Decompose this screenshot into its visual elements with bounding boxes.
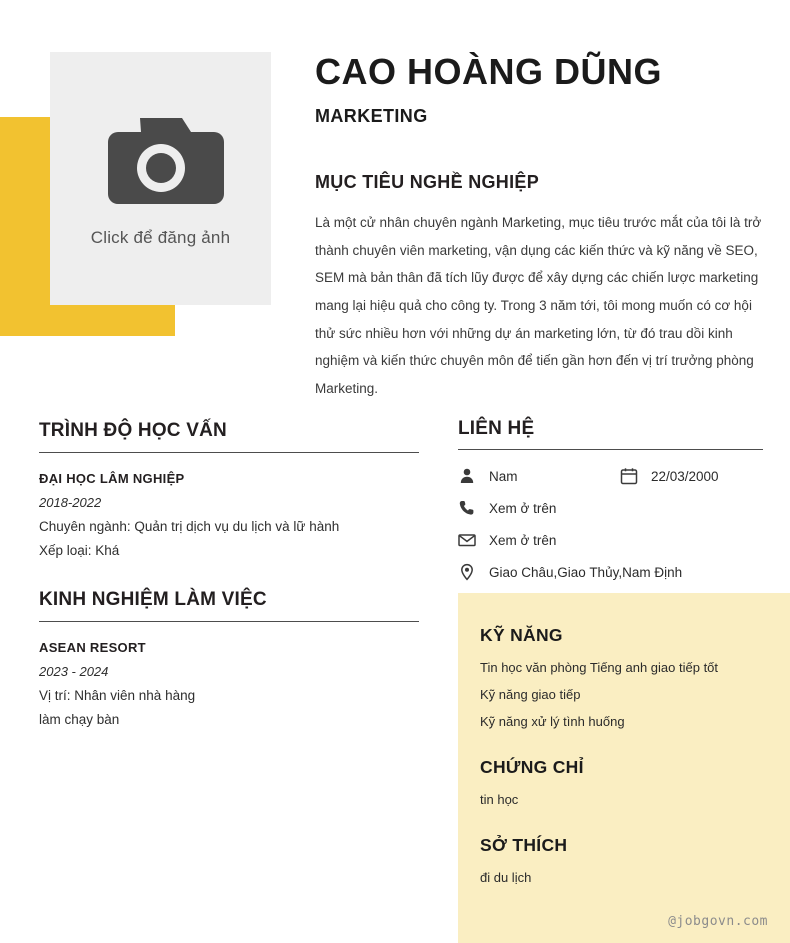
education-heading: TRÌNH ĐỘ HỌC VẤN bbox=[39, 420, 227, 441]
candidate-job-title: MARKETING bbox=[315, 105, 428, 126]
interest-item: đi du lịch bbox=[480, 870, 532, 885]
contact-row bbox=[458, 531, 763, 549]
education-detail: Chuyên ngành: Quản trị dịch vụ du lịch và lữ hành bbox=[39, 519, 340, 534]
contact-list bbox=[458, 467, 763, 581]
contact-phone-value: Xem ở trên bbox=[489, 500, 557, 516]
contact-gender bbox=[458, 467, 620, 485]
career-objective-text: Là một cử nhân chuyên ngành Marketing, mục tiêu trước mắt của tôi là trở thành chuyên viên marketing, vận dụng các kiến thức và kỹ năng về SEO, SEM mà bản thân đã tích lũy được để xây dựng các chiến lược marketing mang lại hiệu quả cho công ty. Trong 3 năm tới, tôi mong muốn có cơ hội thử sức nhiều hơn với những dự án marketing lớn, từ đó trau dồi kinh nghiệm và kiến thức chuyên môn để tiến gần hơn đến vị trí trưởng phòng Marketing. bbox=[315, 215, 762, 397]
contact-gender-value: Nam bbox=[489, 468, 518, 484]
experience-entry bbox=[39, 640, 419, 727]
contact-email bbox=[458, 531, 620, 549]
watermark: @jobgovn.com bbox=[668, 914, 768, 929]
contact-birthday bbox=[620, 467, 719, 485]
panel-spacer bbox=[480, 819, 790, 835]
skill-item: Kỹ năng giao tiếp bbox=[480, 687, 581, 702]
phone-icon bbox=[458, 499, 476, 517]
photo-upload-box[interactable] bbox=[50, 52, 271, 305]
education-detail: Xếp loại: Khá bbox=[39, 543, 120, 558]
certificates-heading: CHỨNG CHỈ bbox=[480, 757, 584, 777]
experience-detail: Vị trí: Nhân viên nhà hàng bbox=[39, 688, 196, 703]
interests-heading: SỞ THÍCH bbox=[480, 835, 568, 855]
camera-icon bbox=[96, 110, 226, 210]
education-org: ĐẠI HỌC LÂM NGHIỆP bbox=[39, 471, 185, 486]
skill-item: Kỹ năng xử lý tình huống bbox=[480, 714, 625, 729]
experience-detail: làm chạy bàn bbox=[39, 712, 120, 727]
candidate-name: CAO HOÀNG DŨNG bbox=[315, 51, 662, 92]
career-objective-section bbox=[315, 172, 763, 403]
contact-row bbox=[458, 563, 763, 581]
skills-heading: KỸ NĂNG bbox=[480, 625, 563, 645]
experience-org: ASEAN RESORT bbox=[39, 640, 146, 655]
education-entry bbox=[39, 471, 419, 558]
certificate-item: tin học bbox=[480, 792, 519, 807]
photo-upload-caption: Click để đăng ảnh bbox=[90, 227, 231, 247]
person-icon bbox=[458, 467, 476, 485]
contact-divider bbox=[458, 449, 763, 450]
contact-address bbox=[458, 563, 682, 581]
contact-phone bbox=[458, 499, 620, 517]
experience-divider bbox=[39, 621, 419, 622]
contact-row bbox=[458, 467, 763, 485]
section-spacer bbox=[39, 567, 419, 589]
location-icon bbox=[458, 563, 476, 581]
contact-address-value: Giao Châu,Giao Thủy,Nam Định bbox=[489, 564, 683, 580]
skills-panel bbox=[458, 593, 790, 943]
career-objective-heading: MỤC TIÊU NGHỀ NGHIỆP bbox=[315, 172, 540, 192]
left-column bbox=[39, 420, 419, 736]
contact-birthday-value: 22/03/2000 bbox=[651, 468, 719, 484]
education-divider bbox=[39, 452, 419, 453]
mail-icon bbox=[458, 531, 476, 549]
resume-header bbox=[315, 52, 760, 127]
contact-heading: LIÊN HỆ bbox=[458, 418, 535, 439]
education-date: 2018-2022 bbox=[39, 495, 102, 510]
experience-heading: KINH NGHIỆM LÀM VIỆC bbox=[39, 589, 267, 610]
experience-section bbox=[39, 589, 419, 727]
contact-section bbox=[458, 418, 763, 595]
contact-email-value: Xem ở trên bbox=[489, 532, 557, 548]
education-section bbox=[39, 420, 419, 558]
panel-spacer bbox=[480, 741, 790, 757]
calendar-icon bbox=[620, 467, 638, 485]
contact-row bbox=[458, 499, 763, 517]
skill-item: Tin học văn phòng Tiếng anh giao tiếp tốt bbox=[480, 660, 719, 675]
experience-date: 2023 - 2024 bbox=[39, 664, 109, 679]
